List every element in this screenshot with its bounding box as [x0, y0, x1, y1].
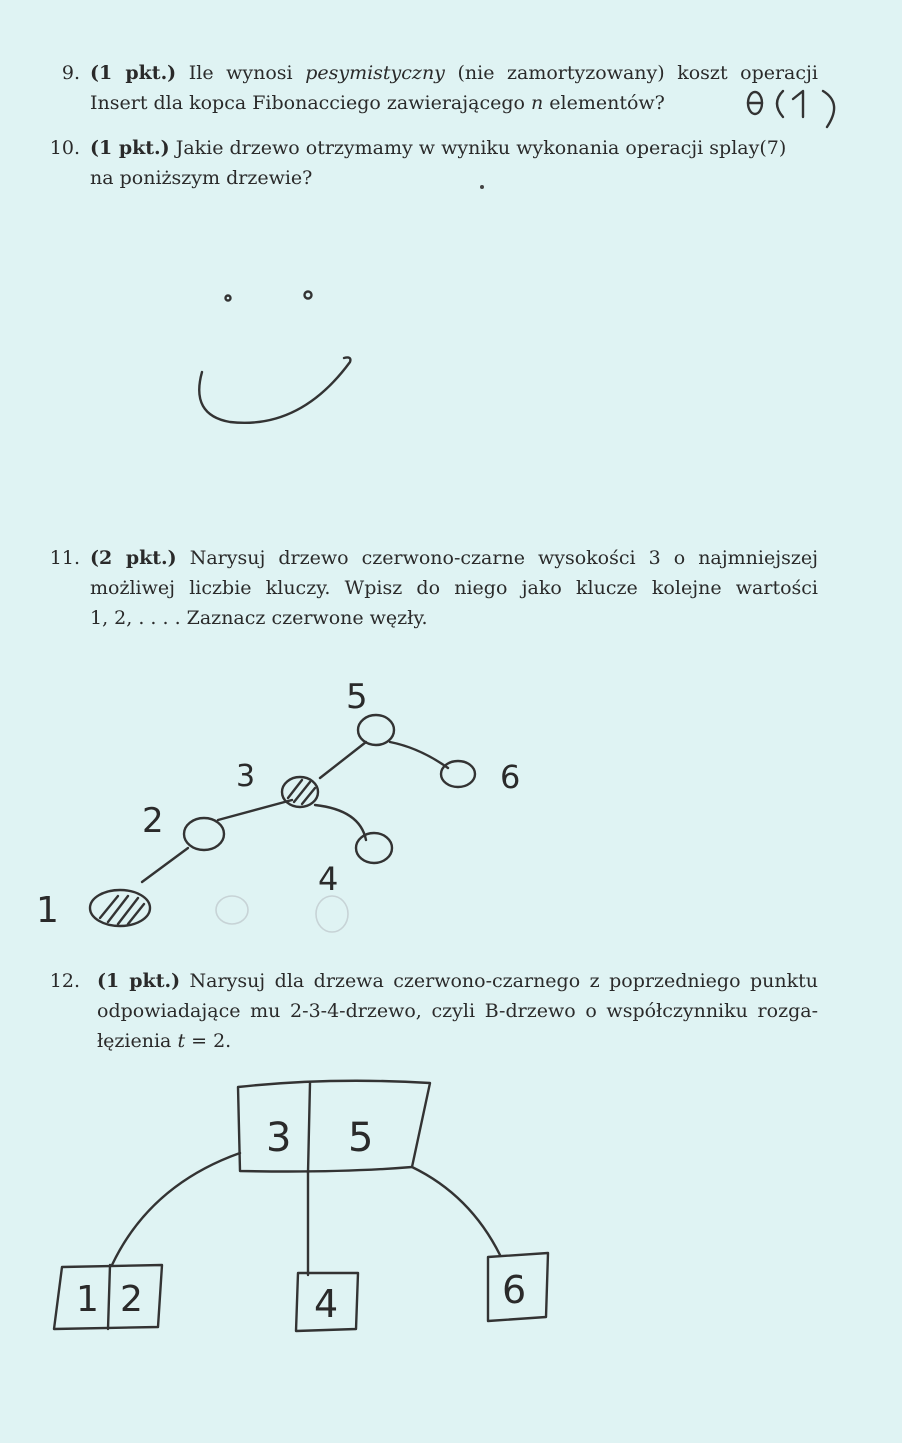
points-label: (2 pkt.)	[90, 547, 177, 569]
btree-key: 1	[76, 1279, 99, 1320]
question-text: (2 pkt.) Narysuj drzewo czerwono-czarne wysokości 3 o najmniejszej możliwej liczbie kluczy. Wpisz do niego jako klucze kolejne wartości 1, 2, . . . . Zaznacz czerwone węzły.	[90, 547, 819, 629]
tree-node	[356, 833, 392, 863]
red-black-tree-drawing	[30, 670, 550, 950]
tree-node	[358, 715, 394, 745]
question-text: (1 pkt.) Narysuj dla drzewa czerwono-czarnego z poprzedniego punktu odpowiadające mu 2-3-4-drzewo, czyli B-drzewo o współczynniku rozga- łęzienia t = 2.	[97, 970, 818, 1052]
erased-node	[316, 896, 348, 932]
erased-node	[216, 896, 248, 924]
question-number: 10.	[49, 137, 80, 159]
question-number: 11.	[49, 547, 80, 569]
question-text: (1 pkt.) Jakie drzewo otrzymamy w wyniku wykonania operacji splay(7) na poniższym drzewie?	[90, 137, 787, 189]
stray-dot	[480, 185, 484, 189]
tree-node	[441, 761, 475, 787]
points-label: (1 pkt.)	[97, 970, 181, 992]
node-label: 2	[142, 801, 164, 841]
btree-key: 5	[348, 1115, 374, 1161]
hatch-pattern	[100, 896, 144, 924]
btree-key: 3	[266, 1115, 292, 1161]
question-number: 12.	[49, 970, 80, 992]
smiley-doodle	[190, 280, 390, 440]
question-number: 9.	[61, 62, 80, 84]
node-label: 3	[236, 759, 256, 794]
node-label: 4	[318, 860, 339, 898]
node-label: 6	[500, 758, 521, 796]
tree-node	[184, 818, 224, 850]
points-label: (1 pkt.)	[90, 62, 177, 84]
btree-drawing	[40, 1075, 600, 1355]
question-text: (1 pkt.) Ile wynosi pesymistyczny (nie zamortyzowany) koszt operacji Insert dla kopca Fibonacciego zawierającego n elementów?	[90, 62, 818, 114]
btree-key: 6	[502, 1268, 527, 1312]
btree-key: 4	[314, 1282, 339, 1326]
node-label: 1	[36, 890, 59, 931]
node-label: 5	[346, 677, 368, 717]
handwritten-answer	[745, 85, 865, 135]
btree-key: 2	[120, 1279, 143, 1320]
points-label: (1 pkt.)	[90, 137, 170, 159]
